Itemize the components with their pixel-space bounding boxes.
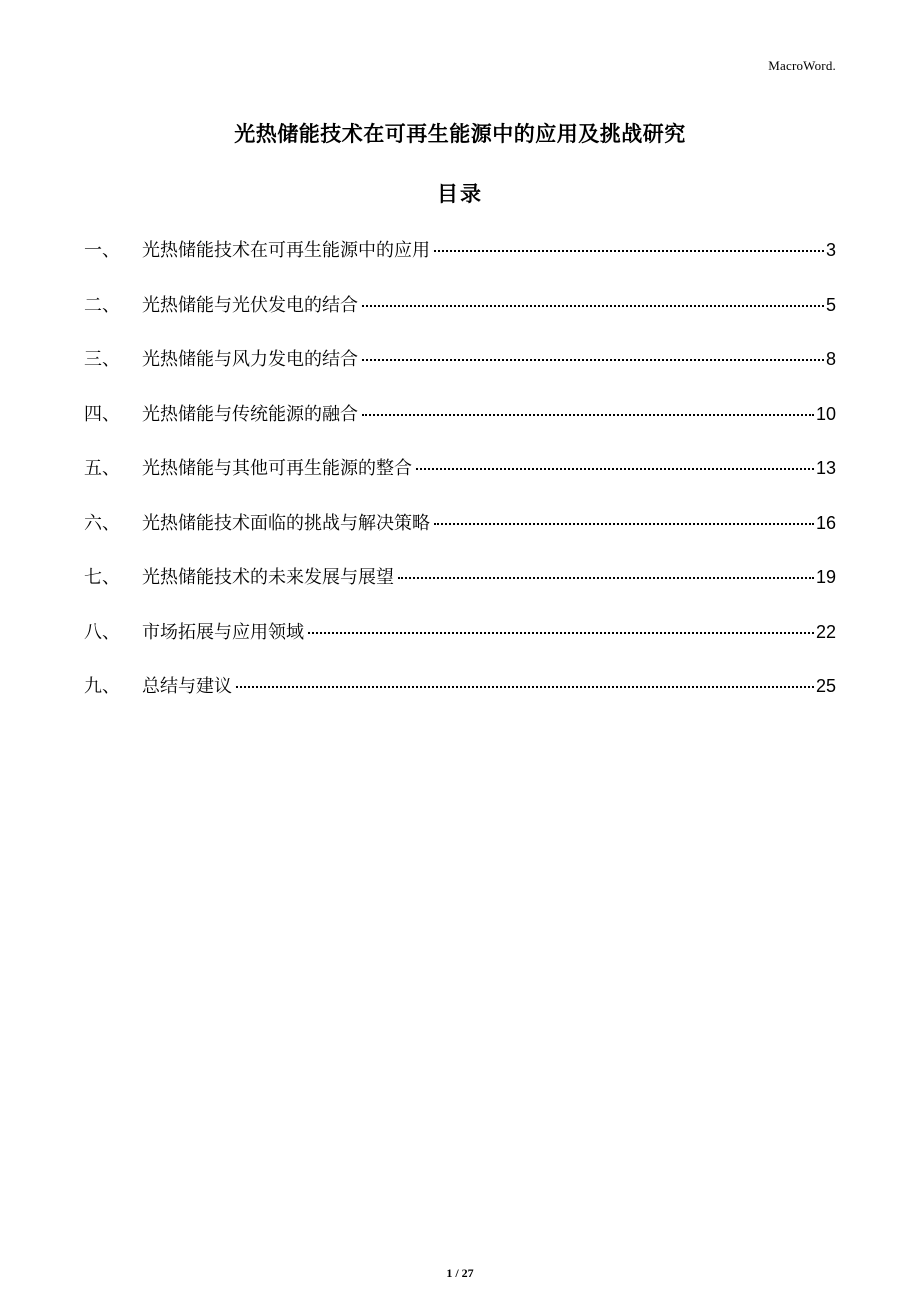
toc-entry-1[interactable] <box>84 236 836 291</box>
toc-entry-title: 光热储能技术的未来发展与展望 <box>142 567 394 588</box>
header-brand: MacroWord. <box>768 58 836 73</box>
toc-entry-title: 光热储能技术在可再生能源中的应用 <box>142 240 430 261</box>
toc-entry-page: 3 <box>825 240 836 260</box>
toc-entry-title: 市场拓展与应用领域 <box>142 621 304 643</box>
toc-heading: 目录 <box>437 182 483 206</box>
toc-entry-8[interactable] <box>84 618 836 673</box>
toc-entry-page: 19 <box>815 567 836 587</box>
toc-entry-4[interactable] <box>84 400 836 455</box>
toc-dot-leader <box>362 414 814 416</box>
toc-entry-page: 8 <box>825 349 836 369</box>
toc-entry-page: 10 <box>815 403 836 424</box>
toc-dot-leader <box>362 359 824 361</box>
toc-entry-title: 光热储能技术面临的挑战与解决策略 <box>142 512 430 534</box>
toc-dot-leader <box>434 523 814 525</box>
page-number-indicator: 1 / 27 <box>446 1266 474 1280</box>
toc-dot-leader <box>416 468 814 470</box>
toc-entry-number: 三、 <box>84 349 120 370</box>
document-title: 光热储能技术在可再生能源中的应用及挑战研究 <box>234 122 686 146</box>
toc-entry-title: 光热储能与光伏发电的结合 <box>142 294 358 316</box>
toc-entry-title: 光热储能与风力发电的结合 <box>142 349 358 370</box>
toc-entry-3[interactable] <box>84 345 836 400</box>
toc-entry-6[interactable] <box>84 509 836 564</box>
toc-entry-2[interactable] <box>84 291 836 346</box>
toc-entry-number: 六、 <box>84 512 120 534</box>
toc-entry-number: 一、 <box>84 240 120 261</box>
toc-entry-number: 四、 <box>84 403 120 425</box>
toc-dot-leader <box>362 305 824 307</box>
toc-entry-page: 5 <box>825 294 836 315</box>
toc-dot-leader <box>308 632 814 634</box>
toc-entry-page: 13 <box>815 458 836 478</box>
toc-entry-title: 总结与建议 <box>142 676 232 697</box>
toc-entry-page: 25 <box>815 676 836 696</box>
toc-dot-leader <box>434 250 824 252</box>
toc-dot-leader <box>236 686 814 688</box>
toc-entry-number: 九、 <box>84 676 120 697</box>
toc-entry-page: 22 <box>815 621 836 642</box>
toc-entry-number: 五、 <box>84 458 120 479</box>
toc-entry-5[interactable] <box>84 454 836 509</box>
toc-entry-7[interactable] <box>84 563 836 618</box>
toc-entry-title: 光热储能与传统能源的融合 <box>142 403 358 425</box>
toc-dot-leader <box>398 577 814 579</box>
toc-entry-9[interactable] <box>84 672 836 727</box>
toc-entry-number: 二、 <box>84 294 120 316</box>
toc-entry-number: 七、 <box>84 567 120 588</box>
toc-entry-number: 八、 <box>84 621 120 643</box>
toc-entry-page: 16 <box>815 512 836 533</box>
toc-entry-title: 光热储能与其他可再生能源的整合 <box>142 458 412 479</box>
table-of-contents <box>84 236 836 727</box>
